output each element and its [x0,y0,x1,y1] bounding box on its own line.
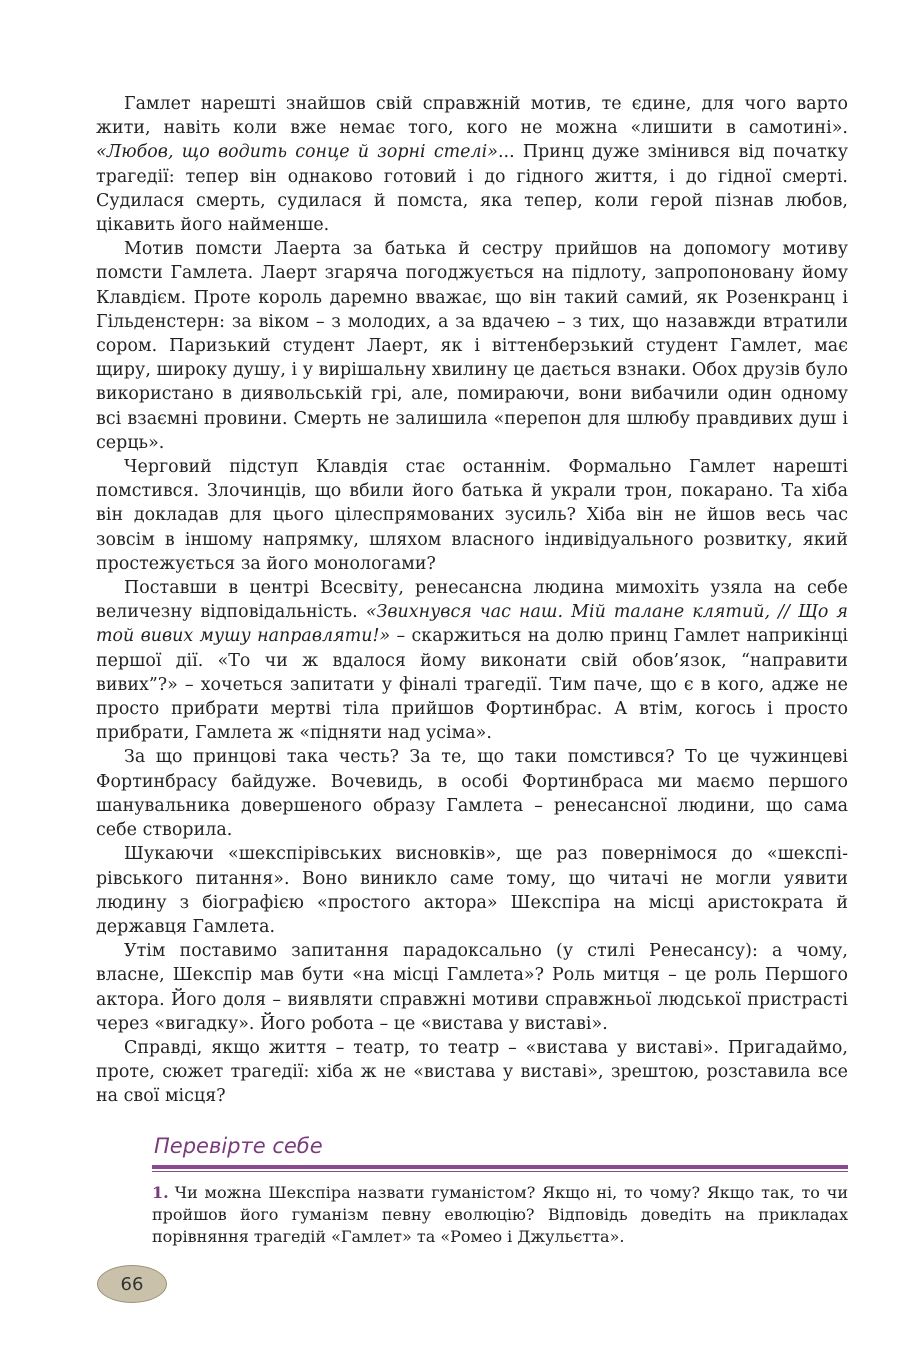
text-run: Шукаючи «шекспірівських висновків», ще раз повернімося до «шекспірівського питання». Воно виникло саме тому, що читачі не могли уявити людину з біографією «простого актора» Шекспіра на місці аристократа й державця Гамлета. [96,844,848,937]
text-run: За що принцові така честь? За те, що таки помстився? То це чужинцеві Фортинбрасу байдуже. Вочевидь, в особі Фортинбраса ми маємо першого шанувальника довершеного образу Гамлета – ренесансної людини, що сама себе створила. [96,747,848,841]
quote-italic: «Звихнувся час наш. Мій талане клятий, // Що я той вивих мушу направляти!» [96,602,848,647]
question-text: Чи можна Шекспіра назвати гуманістом? Якщо ні, то чому? Якщо так, то чи пройшов його гуманізм певну еволюцію? Відповідь доведіть на прикладах порівняння трагедій «Гамлет» та «Ромео і Джульєтта». [152,1183,848,1247]
body-paragraph [96,92,848,237]
text-run: Утім поставимо запитання парадоксально (у стилі Ренесансу): а чому, власне, Шекспір мав бути «на місці Гамлета»? Роль митця – це роль Першого актора. Його доля – виявляти справжні мотиви справжньої людської пристрасті через «вигадку». Його робота – це «вистава у виставі». [96,941,848,1034]
body-paragraph [96,842,848,939]
text-run: Поставши в центрі Всесвіту, ренесансна людина мимохіть узяла на себе величезну відповідальність. [96,578,848,623]
page-content [96,92,848,1248]
text-run: Черговий підступ Клавдія стає останнім. Формально Гамлет нарешті помстився. Злочинців, що вбили його батька й украли трон, покарано. Та хіба він докладав для цього цілеспрямованих зусиль? Хіба він не йшов весь час зовсім в іншому напрямку, шляхом власного індивідуального розвитку, який простежується за його монологами? [96,457,848,574]
section-rule-thick [152,1165,848,1169]
text-run: Справді, якщо життя – театр, то театр – «вистава у виставі». Пригадаймо, проте, сюжет трагедії: хіба ж не «вистава у виставі», зрештою, розставила все на свої місця? [96,1037,848,1107]
body-text [96,92,848,1109]
section-rule-thin [152,1171,848,1173]
section-title: Перевірте себе [154,1133,323,1158]
body-paragraph [96,237,848,455]
body-paragraph [96,939,848,1036]
question-list [152,1182,848,1248]
body-paragraph [96,455,848,576]
text-run: Мотив помсти Лаерта за батька й сестру прийшов на допомогу мотиву помсти Гамлета. Лаерт згаряча погоджується на підлоту, запропоновану йому Клавдієм. Проте король даремно вважає, що він такий самий, як Розенкранц і Гільденстерн: за віком – з молодих, а за вдачею – з тих, що назавжди втратили сором. Паризький студент Лаерт, як і віттенберзький студент Гамлет, має щиру, широку душу, і у вирішальну хвилину це дається взнаки. Обох друзів було використано в диявольській грі, але, помираючи, вони вибачили один одному всі взаємні провини. Смерть не залишила «перепон для шлюбу правдивих душ і серць». [96,239,849,453]
question-item [152,1182,848,1248]
quote-italic: «Любов, що водить сонце й зорні стелі» [96,142,498,163]
page-number: 66 [97,1265,167,1303]
question-number: 1. [152,1183,169,1203]
body-paragraph [96,1036,848,1109]
body-paragraph [96,576,848,745]
text-run: Гамлет нарешті знайшов свій справжній мотив, те єдине, для чого варто жити, навіть коли вже немає того, кого не можна «лишити в самотині». [96,94,848,139]
text-run: ... Принц дуже змінився від початку трагедії: тепер він однаково готовий і до гідного життя, і до гідної смерті. Судилася смерть, судилася й помста, яка тепер, коли герой пізнав любов, цікавить його найменше. [96,142,848,236]
text-run: – скаржиться на долю принц Гамлет наприкінці першої дії. «То чи ж вдалося йому виконати свій обов’язок, “направити вивих”?» – хочеться запитати у фіналі трагедії. Тим паче, що є в кого, адже не просто прибрати мертві тіла прийшов Фортинбрас. А втім, когось і просто прибрати, Гамлета ж «підняти над усіма». [96,626,848,744]
body-paragraph [96,745,848,842]
self-check-section [152,1133,848,1249]
